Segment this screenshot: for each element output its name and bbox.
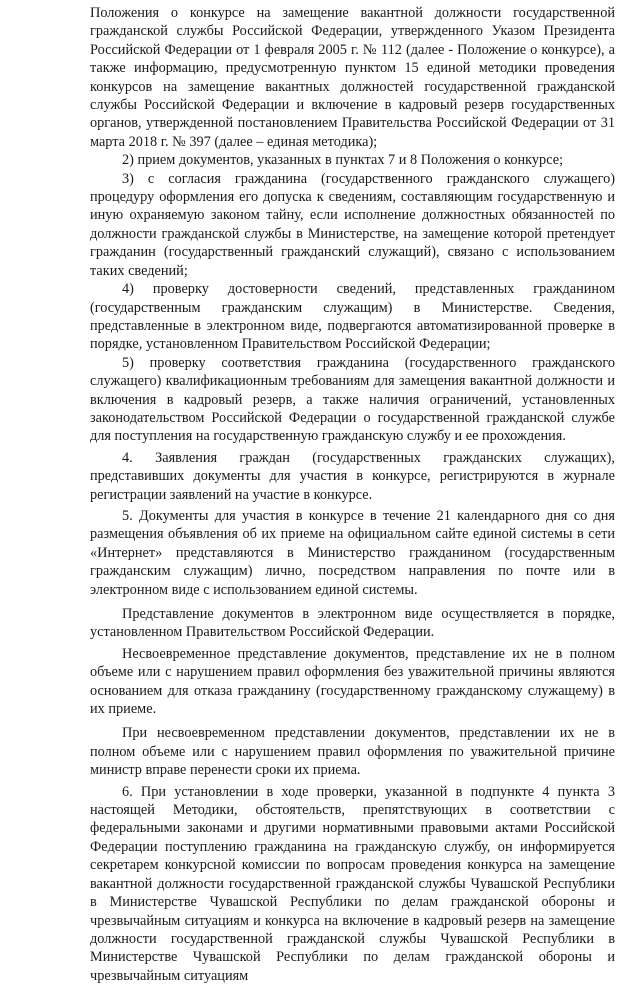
paragraph-late-submission-valid-reason: При несвоевременном представлении документов, представлении их не в полном объеме или с нарушением правил оформления по уважительной причине министр вправе перенести сроки их приема. xyxy=(90,725,615,779)
paragraph-item-2: 2) прием документов, указанных в пунктах 7 и 8 Положения о конкурсе; xyxy=(122,152,564,169)
paragraph-section-5: 5. Документы для участия в конкурсе в течение 21 календарного дня со дня размещения объявления об их приеме на официальном сайте единой системы в сети «Интернет» представляются в Министерство гражданином (государственным гражданским служащим) лично, посредством направления по почте или в электронном виде с использованием единой системы. xyxy=(90,507,615,598)
paragraph-electronic-submission: Представление документов в электронном виде осуществляется в порядке, установленном Правительством Российской Федерации. xyxy=(90,606,615,641)
paragraph-late-submission-refusal: Несвоевременное представление документов, представление их не в полном объеме или с нарушением правил оформления без уважительной причины являются основанием для отказа гражданину (государственному гражданскому служащему) в их приеме. xyxy=(90,645,615,718)
paragraph-item-4: 4) проверку достоверности сведений, представленных гражданином (государственным гражданским служащим) в Министерстве. Сведения, представленные в электронном виде, подвергаются автоматизированной проверке в порядке, установленном Правительством Российской Федерации; xyxy=(90,281,615,353)
document-page xyxy=(90,4,615,985)
paragraph-item-3: 3) с согласия гражданина (государственного гражданского служащего) процедуру оформления его допуска к сведениям, составляющим государственную и иную охраняемую законом тайну, если исполнение должностных обязанностей по должности гражданской службы в Министерстве, на замещение которой претендует гражданин (государственный гражданский служащий), связано с использованием таких сведений; xyxy=(90,170,615,279)
paragraph-section-4: 4. Заявления граждан (государственных гражданских служащих), представивших документы для участия в конкурсе, регистрируются в журнале регистрации заявлений на участие в конкурсе. xyxy=(90,449,615,503)
paragraph-continuation: Положения о конкурсе на замещение вакантной должности государственной гражданской службы Российской Федерации, утвержденного Указом Президента Российской Федерации от 1 февраля 2005 г. № 112 (далее - Положение о конкурсе), а также информацию, предусмотренную пунктом 15 единой методики проведения конкурсов на замещение вакантных должностей государственной гражданской службы Российской Федерации и включение в кадровый резерв государственных органов, утвержденной постановлением Правительства Российской Федерации от 31 марта 2018 г. № 397 (далее – единая методика); xyxy=(90,5,615,150)
paragraph-section-6: 6. При установлении в ходе проверки, указанной в подпункте 4 пункта 3 настоящей Методики, обстоятельств, препятствующих в соответствии с федеральными законами и другими нормативными правовыми актами Российской Федерации поступлению гражданина на гражданскую службу, он информируется секретарем конкурсной комиссии по вопросам проведения конкурса на замещение вакантной должности государственной гражданской службы Чувашской Республики в Министерстве Чувашской Республики по делам гражданской обороны и чрезвычайным ситуациям и конкурса на включение в кадровый резерв на замещение должности государственной гражданской службы Чувашской Республики в Министерстве Чувашской Республики по делам гражданской обороны и чрезвычайным ситуациям xyxy=(90,783,615,984)
paragraph-item-5: 5) проверку соответствия гражданина (государственного гражданского служащего) квалификационным требованиям для замещения вакантной должности и включения в кадровый резерв, а также наличия ограничений, установленных законодательством Российской Федерации о государственной гражданской службе для поступления на государственную гражданскую службу и ее прохождения. xyxy=(90,354,615,445)
